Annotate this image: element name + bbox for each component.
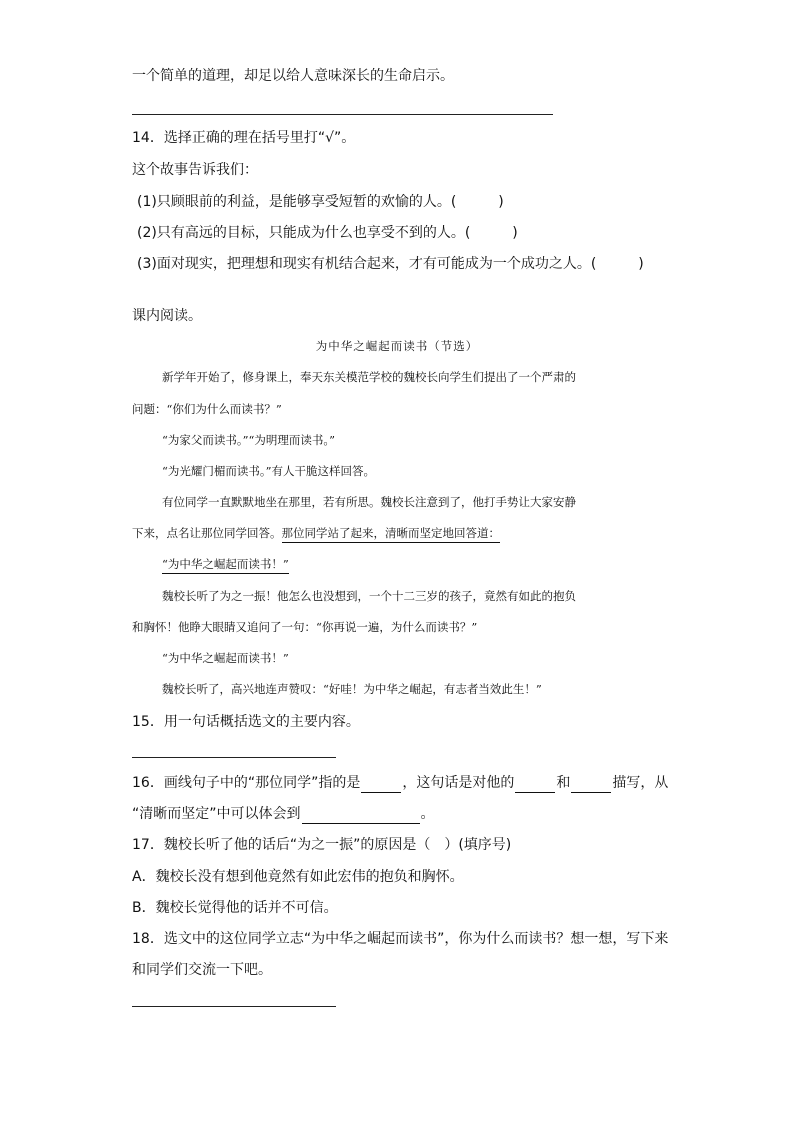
passage-line: 有位同学一直默默地坐在那里，若有所思。魏校长注意到了，他打手势让大家安静 bbox=[162, 495, 576, 509]
passage-line: 和胸怀！他睁大眼睛又追问了一句：“你再说一遍，为什么而读书？” bbox=[132, 620, 478, 634]
reading-header: 课内阅读。 bbox=[132, 308, 202, 324]
q16-text: “清晰而坚定”中可以体会到 bbox=[132, 806, 301, 822]
q16-text: 描写，从 bbox=[612, 775, 669, 791]
q14-option-3: (3)面对现实，把理想和现实有机结合起来，才有可能成为一个成功之人。( ) bbox=[137, 256, 644, 272]
q16-text: 。 bbox=[420, 806, 435, 822]
passage-line bbox=[162, 556, 289, 572]
q16-text: 和 bbox=[556, 775, 571, 791]
blank-field[interactable] bbox=[571, 778, 611, 793]
passage-line: “为光耀门楣而读书。”有人干脆这样回答。 bbox=[162, 464, 376, 478]
q17-option-b: B．魏校长觉得他的话并不可信。 bbox=[132, 900, 338, 916]
passage-line: “为家父而读书。”“为明理而读书。” bbox=[162, 433, 336, 447]
blank-field[interactable] bbox=[302, 809, 420, 824]
passage-title: 为中华之崛起而读书（节选） bbox=[315, 339, 479, 353]
passage-line: “为中华之崛起而读书！” bbox=[162, 651, 289, 665]
passage-line: 新学年开始了，修身课上，奉天东关模范学校的魏校长向学生们提出了一个严肃的 bbox=[162, 370, 576, 384]
continuation-text: 一个简单的道理，却足以给人意味深长的生命启示。 bbox=[132, 68, 454, 84]
q18-line-2: 和同学们交流一下吧。 bbox=[132, 962, 272, 978]
q14-option-1: (1)只顾眼前的利益，是能够享受短暂的欢愉的人。( ) bbox=[137, 194, 504, 210]
q16-text: ，这句话是对他的 bbox=[402, 775, 515, 791]
q14-prompt: 14．选择正确的理在括号里打“√”。 bbox=[132, 130, 356, 146]
passage-line: 魏校长听了，高兴地连声赞叹：“好哇！为中华之崛起，有志者当效此生！” bbox=[162, 682, 542, 696]
answer-line[interactable] bbox=[132, 1006, 336, 1007]
answer-line[interactable] bbox=[132, 114, 553, 115]
q16-text: 16．画线句子中的“那位同学”指的是 bbox=[132, 775, 361, 791]
passage-line: 魏校长听了为之一振！他怎么也没想到，一个十二三岁的孩子，竟然有如此的抱负 bbox=[162, 589, 576, 603]
q16-line-2 bbox=[132, 804, 435, 824]
passage-line: 问题：“你们为什么而读书？” bbox=[132, 402, 282, 416]
blank-field[interactable] bbox=[361, 778, 401, 793]
q15-prompt: 15．用一句话概括选文的主要内容。 bbox=[132, 714, 360, 730]
q17-prompt: 17．魏校长听了他的话后“为之一振”的原因是（ ）(填序号) bbox=[132, 837, 512, 853]
underlined-sentence: 那位同学站了起来，清晰而坚定地回答道： bbox=[282, 526, 501, 543]
blank-field[interactable] bbox=[515, 778, 555, 793]
underlined-sentence: “为中华之崛起而读书！” bbox=[162, 557, 289, 574]
answer-line[interactable] bbox=[132, 757, 336, 758]
q16-line-1 bbox=[132, 773, 668, 793]
q14-option-2: (2)只有高远的目标，只能成为什么也享受不到的人。( ) bbox=[137, 225, 518, 241]
q18-line-1: 18．选文中的这位同学立志“为中华之崛起而读书”，你为什么而读书？想一想，写下来 bbox=[132, 931, 669, 947]
q17-option-a: A．魏校长没有想到他竟然有如此宏伟的抱负和胸怀。 bbox=[132, 869, 464, 885]
passage-line bbox=[132, 525, 500, 541]
passage-text: 下来，点名让那位同学回答。 bbox=[132, 526, 282, 540]
q14-intro: 这个故事告诉我们： bbox=[132, 162, 258, 178]
